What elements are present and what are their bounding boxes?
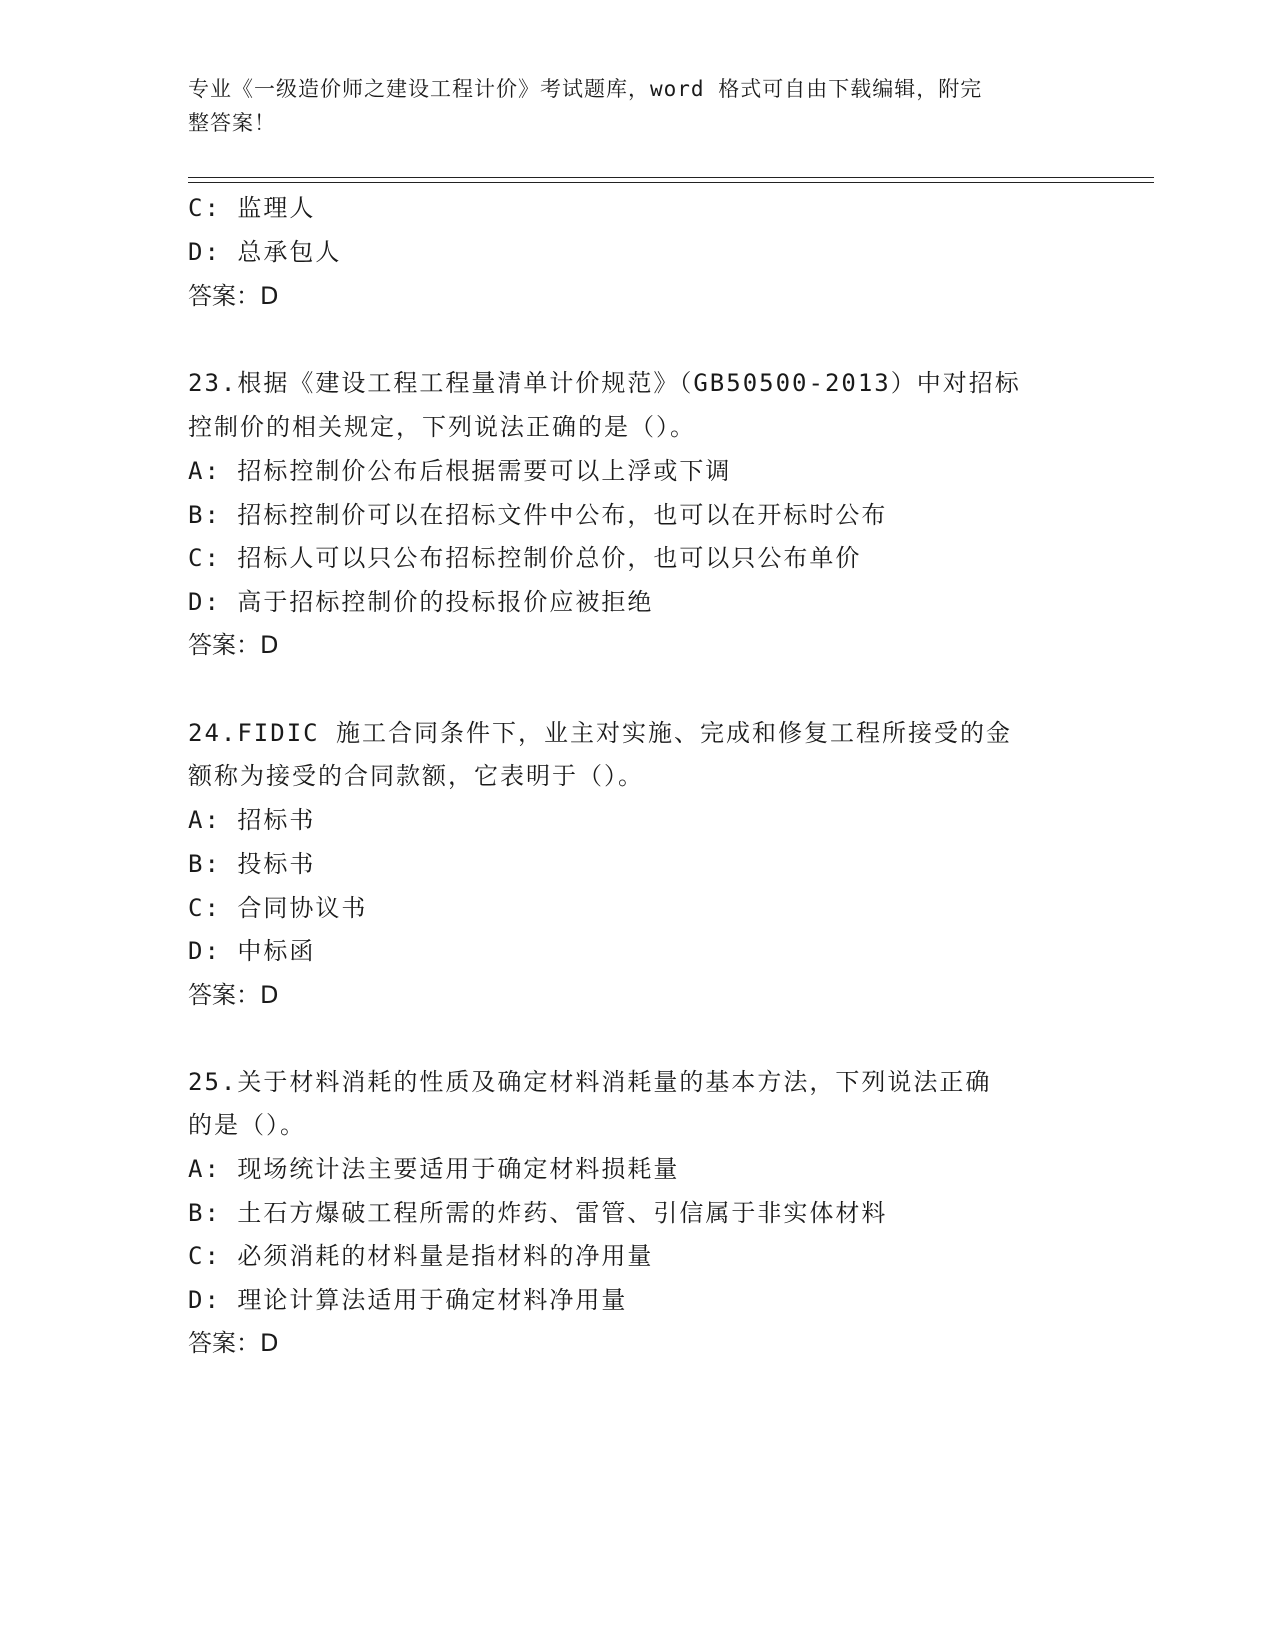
q23-option-a: A: 招标控制价公布后根据需要可以上浮或下调 [188, 457, 732, 485]
q24-answer: 答案：D [188, 981, 279, 1009]
q24-option-c: C: 合同协议书 [188, 894, 368, 922]
header-line-2: 整答案！ [188, 111, 276, 135]
q25-option-d: D: 理论计算法适用于确定材料净用量 [188, 1286, 628, 1314]
header-divider-bottom [188, 182, 1154, 183]
q24-option-a: A: 招标书 [188, 806, 316, 834]
q24-stem-line-1: 24.FIDIC 施工合同条件下，业主对实施、完成和修复工程所接受的金 [188, 719, 1013, 747]
header-divider-top [188, 177, 1154, 178]
q25-option-c: C: 必须消耗的材料量是指材料的净用量 [188, 1242, 654, 1270]
q22-answer: 答案：D [188, 282, 279, 310]
q22-option-d: D: 总承包人 [188, 238, 342, 266]
q23-stem-line-2: 控制价的相关规定，下列说法正确的是（）。 [188, 413, 696, 441]
q25-option-b: B: 土石方爆破工程所需的炸药、雷管、引信属于非实体材料 [188, 1199, 888, 1227]
q25-option-a: A: 现场统计法主要适用于确定材料损耗量 [188, 1155, 680, 1183]
q24-option-d: D: 中标函 [188, 937, 316, 965]
q25-stem-line-1: 25.关于材料消耗的性质及确定材料消耗量的基本方法，下列说法正确 [188, 1068, 992, 1096]
q25-answer: 答案：D [188, 1329, 279, 1357]
q23-option-d: D: 高于招标控制价的投标报价应被拒绝 [188, 588, 654, 616]
q23-stem-line-1: 23.根据《建设工程工程量清单计价规范》（GB50500-2013）中对招标 [188, 369, 1021, 397]
q25-stem-line-2: 的是（）。 [188, 1111, 306, 1139]
q23-option-b: B: 招标控制价可以在招标文件中公布，也可以在开标时公布 [188, 501, 888, 529]
q24-option-b: B: 投标书 [188, 850, 316, 878]
q24-stem-line-2: 额称为接受的合同款额，它表明于（）。 [188, 762, 644, 790]
page-header [188, 72, 1068, 140]
q22-option-c: C: 监理人 [188, 194, 316, 222]
q23-option-c: C: 招标人可以只公布招标控制价总价，也可以只公布单价 [188, 544, 862, 572]
q23-answer: 答案：D [188, 631, 279, 659]
header-line-1: 专业《一级造价师之建设工程计价》考试题库，word 格式可自由下载编辑，附完 [188, 77, 983, 101]
